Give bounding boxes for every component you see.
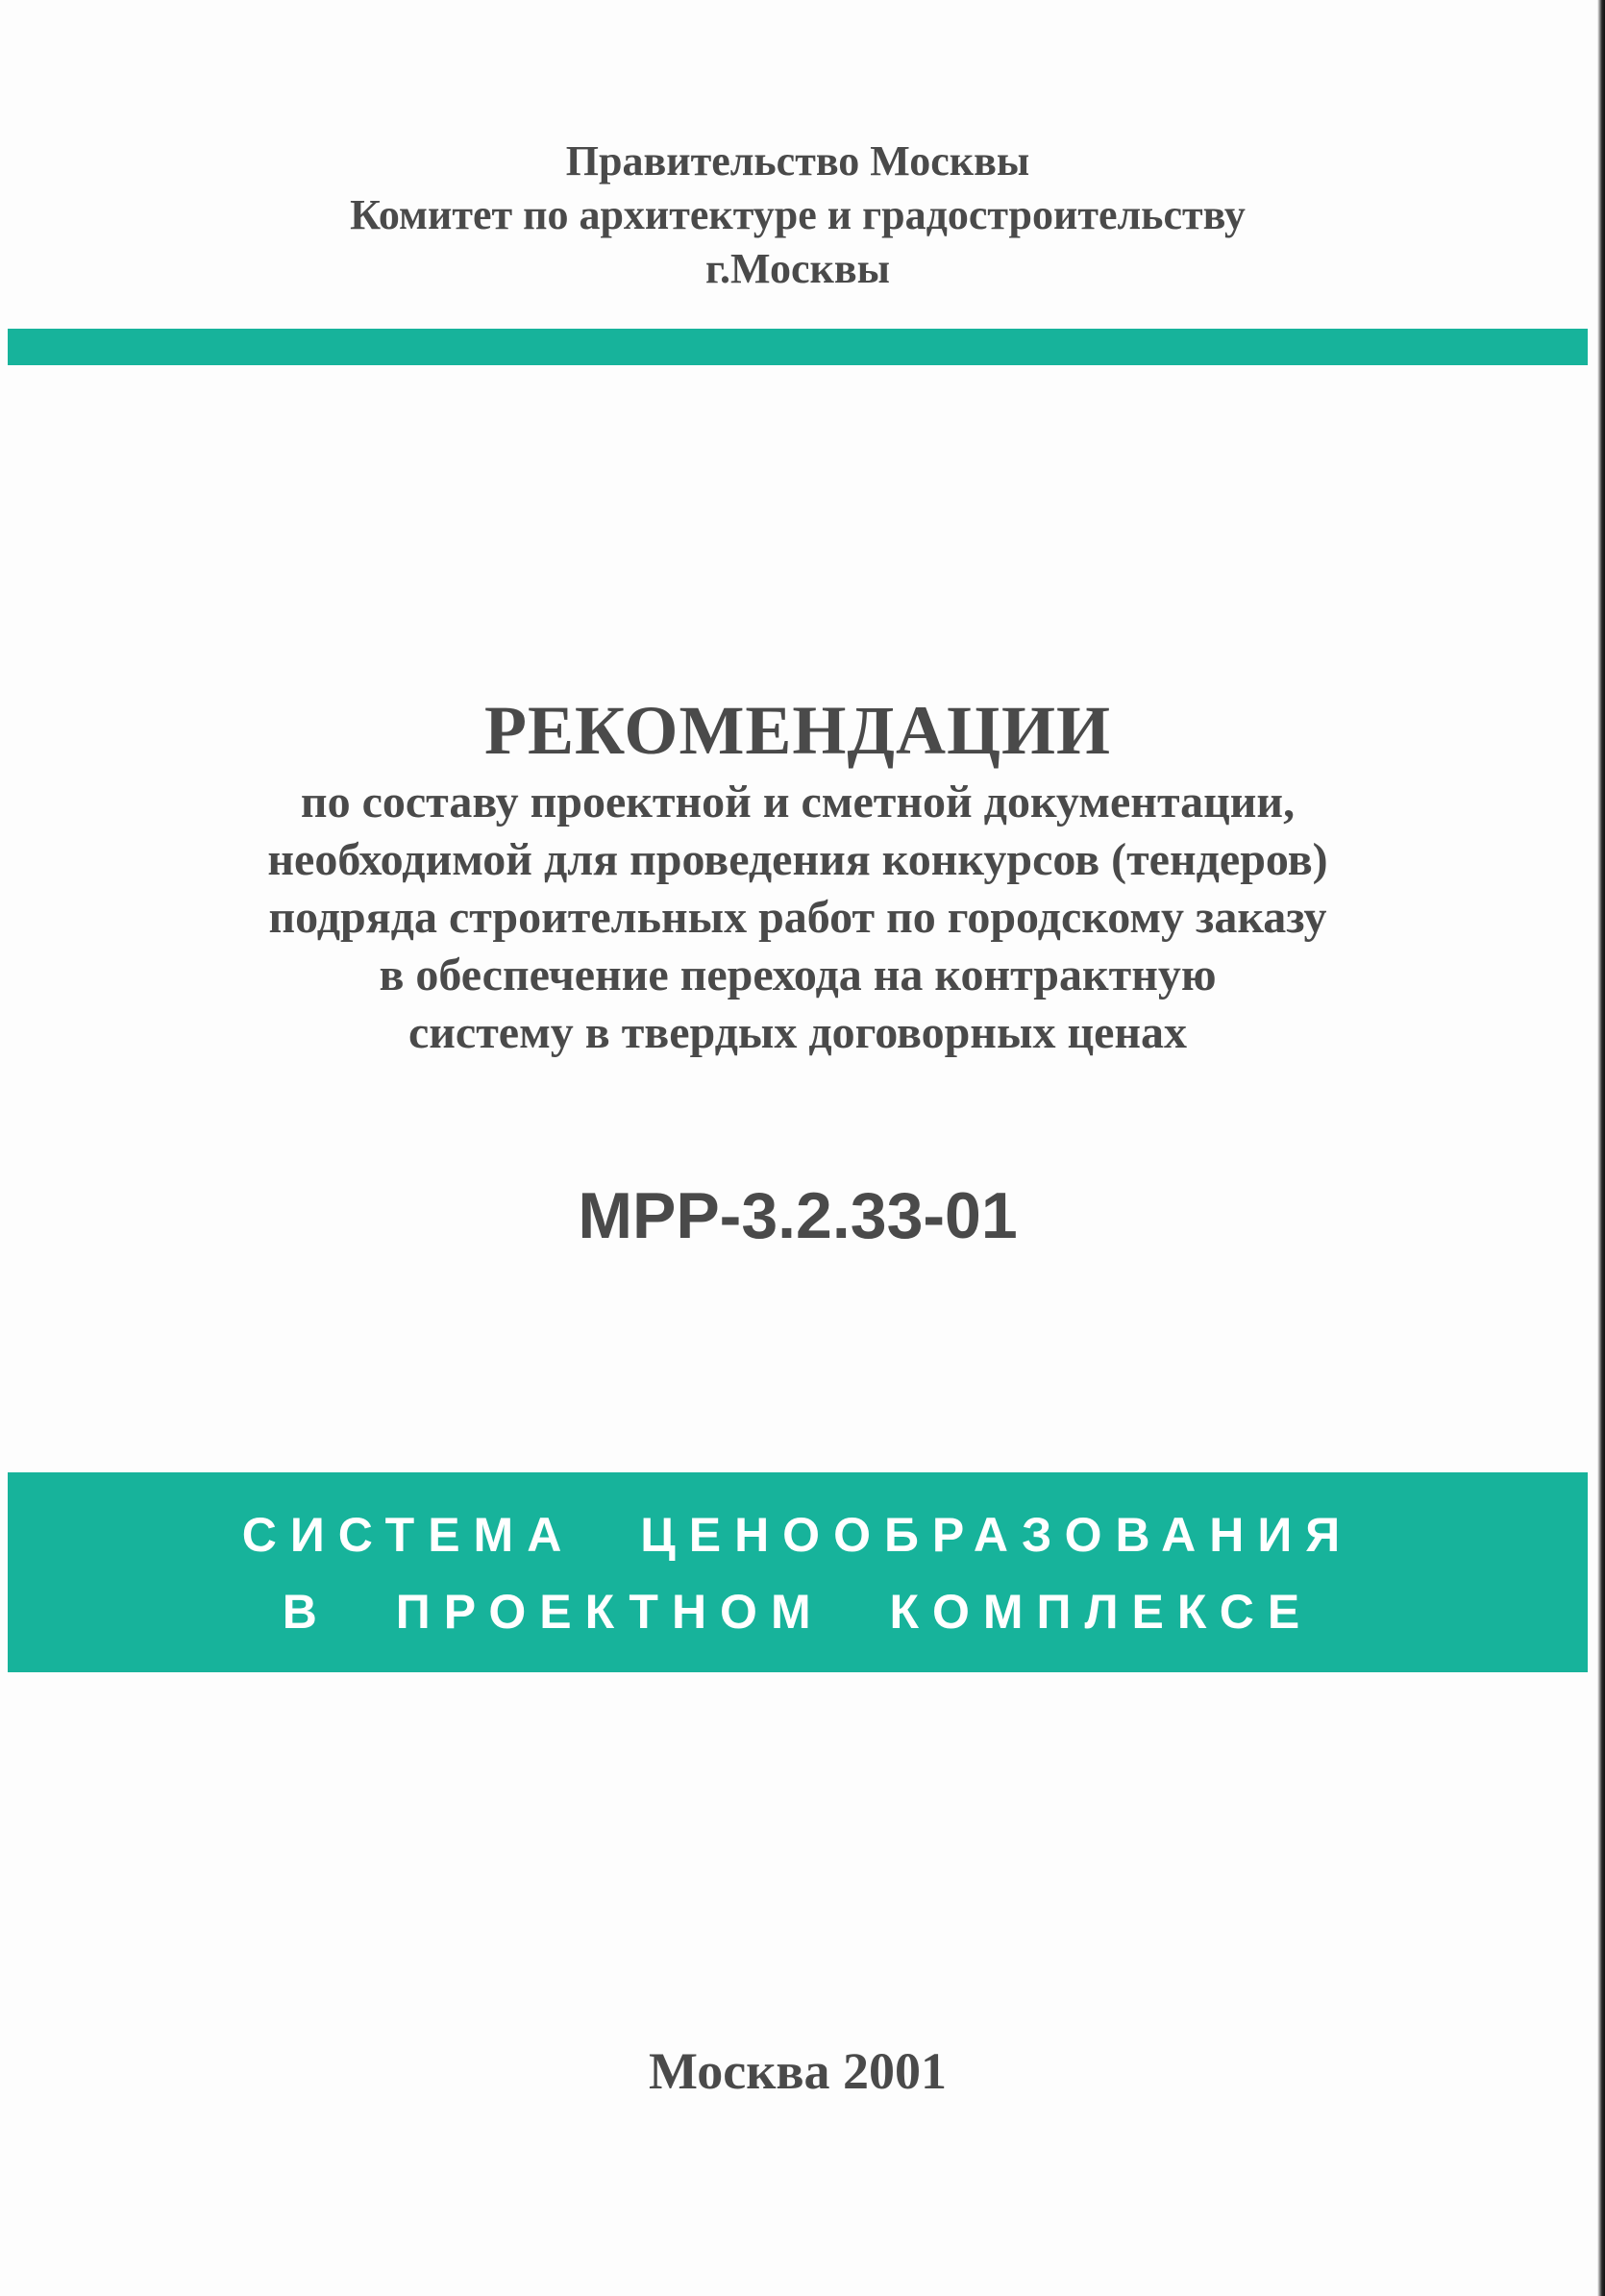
publication-place-year: Москва 2001 [649, 2042, 947, 2100]
document-title: РЕКОМЕНДАЦИИ [484, 692, 1111, 769]
series-title-line-1: СИСТЕМА ЦЕНООБРАЗОВАНИЯ [241, 1508, 1354, 1562]
document-code: МРР-3.2.33-01 [578, 1179, 1018, 1252]
subtitle-line: по составу проектной и сметной документации, [300, 777, 1296, 827]
issuer-committee: Комитет по архитектуре и градостроительству [350, 191, 1246, 238]
issuer-city: г.Москвы [705, 245, 890, 292]
subtitle-line: подряда строительных работ по городскому заказу [268, 892, 1327, 943]
document-subtitle [0, 774, 1595, 1062]
series-band [8, 1472, 1588, 1672]
issuer-header [0, 135, 1595, 296]
subtitle-line: необходимой для проведения конкурсов (тендеров) [267, 834, 1328, 885]
issuer-government: Правительство Москвы [565, 137, 1030, 185]
subtitle-line: систему в твердых договорных ценах [407, 1007, 1188, 1058]
subtitle-line: в обеспечение перехода на контрактную [379, 950, 1217, 1000]
page-edge-shadow [1597, 0, 1605, 2296]
series-title-line-2: В ПРОЕКТНОМ КОМПЛЕКСЕ [282, 1585, 1314, 1639]
top-accent-band [8, 329, 1588, 365]
